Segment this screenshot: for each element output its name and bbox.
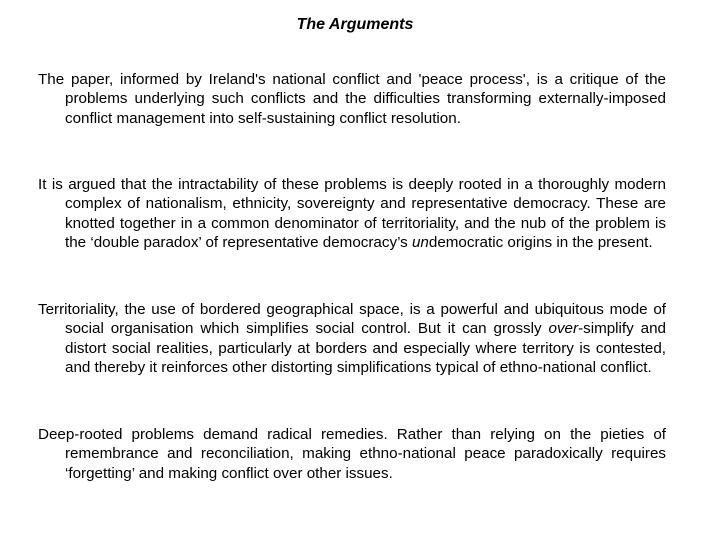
paragraph-4-text: Deep-rooted problems demand radical remedies. Rather than relying on the pieties of remembrance and reconciliation, making ethno-national peace paradoxically requires ‘forgetting’ and making conflict over other issues. bbox=[38, 426, 666, 482]
paragraph-2-emphasis: un bbox=[411, 234, 429, 252]
paragraph-3 bbox=[38, 300, 666, 378]
paragraph-3-text-a: Territoriality, the use of bordered geographical space, is a powerful and ubiquitous mode of social organisation which simplifies social control. But it can grossly bbox=[38, 301, 666, 338]
paragraph-2-text-b: democratic origins in the present. bbox=[428, 234, 653, 252]
paragraph-1-text: The paper, informed by Ireland's national conflict and 'peace process', is a critique of the problems underlying such conflicts and the difficulties transforming externally-imposed conflict management into self-sustaining conflict resolution. bbox=[38, 71, 666, 127]
paragraph-1 bbox=[38, 70, 666, 128]
paragraph-3-text-b: -simplify and distort social realities, particularly at borders and especially where territory is contested, and thereby it reinforces other distorting simplifications typical of ethno-national conflict. bbox=[65, 320, 666, 377]
page-title: The Arguments bbox=[296, 16, 414, 33]
paragraph-2 bbox=[38, 175, 666, 253]
paragraph-4 bbox=[38, 425, 666, 483]
paragraph-3-emphasis: over bbox=[548, 320, 579, 338]
paragraph-2-text-a: It is argued that the intractability of these problems is deeply rooted in a thoroughly modern complex of nationalism, ethnicity, sovereignty and representative democracy. These are knotted together in a common denominator of territoriality, and the nub of the problem is the ‘double paradox’ of representative democracy’s bbox=[38, 176, 666, 252]
